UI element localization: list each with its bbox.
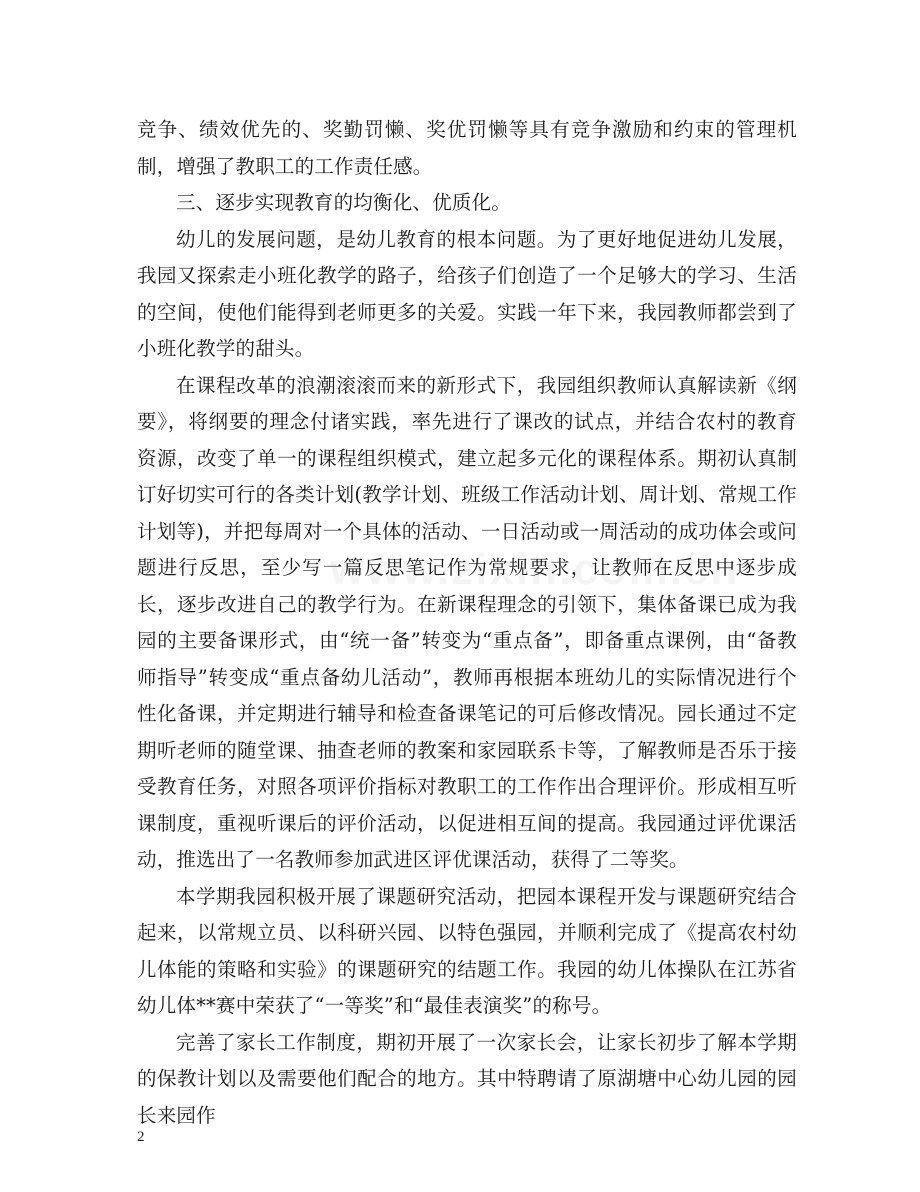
- paragraph: 在课程改革的浪潮滚滚而来的新形式下，我园组织教师认真解读新《纲要》，将纲要的理念付诸实践，率先进行了课改的试点，并结合农村的教育资源，改变了单一的课程组织模式，建立起多元化的课程体系。期初认真制订好切实可行的各类计划(教学计划、班级工作活动计划、周计划、常规工作计划等)，并把每周对一个具体的活动、一日活动或一周活动的成功体会或问题进行反思，至少写一篇反思笔记作为常规要求，让教师在反思中逐步成长，逐步改进自己的教学行为。在新课程理念的引领下，集体备课已成为我园的主要备课形式，由“统一备”转变为“重点备”，即备重点课例，由“备教师指导”转变成“重点备幼儿活动”，教师再根据本班幼儿的实际情况进行个性化备课，并定期进行辅导和检查备课笔记的可后修改情况。园长通过不定期听老师的随堂课、抽查老师的教案和家园联系卡等，了解教师是否乐于接受教育任务，对照各项评价指标对教职工的工作作出合理评价。形成相互听课制度，重视听课后的评价活动，以促进相互间的提高。我园通过评优课活动，推选出了一名教师参加武进区评优课活动，获得了二等奖。: [137, 373, 797, 871]
- paragraph: 幼儿的发展问题，是幼儿教育的根本问题。为了更好地促进幼儿发展，我园又探索走小班化教学的路子，给孩子们创造了一个足够大的学习、生活的空间，使他们能得到老师更多的关爱。实践一年下来，我园教师都尝到了小班化教学的甜头。: [137, 227, 797, 360]
- paragraph: 完善了家长工作制度，期初开展了一次家长会，让家长初步了解本学期的保教计划以及需要他们配合的地方。其中特聘请了原湖塘中心幼儿园的园长来园作: [137, 1030, 797, 1127]
- section-heading: 三、逐步实现教育的均衡化、优质化。: [176, 191, 511, 214]
- page-number: 2: [137, 1129, 145, 1145]
- paragraph: 本学期我园积极开展了课题研究活动，把园本课程开发与课题研究结合起来，以常规立员、以科研兴园、以特色强园，并顺利完成了《提高农村幼儿体能的策略和实验》的课题研究的结题工作。我园的幼儿体操队在江苏省幼儿体**赛中荣获了“一等奖”和“最佳表演奖”的称号。: [137, 884, 797, 1017]
- paragraph-continuation: 竞争、绩效优先的、奖勤罚懒、奖优罚懒等具有竞争激励和约束的管理机制，增强了教职工的工作责任感。: [137, 118, 797, 178]
- document-body: [137, 112, 797, 1134]
